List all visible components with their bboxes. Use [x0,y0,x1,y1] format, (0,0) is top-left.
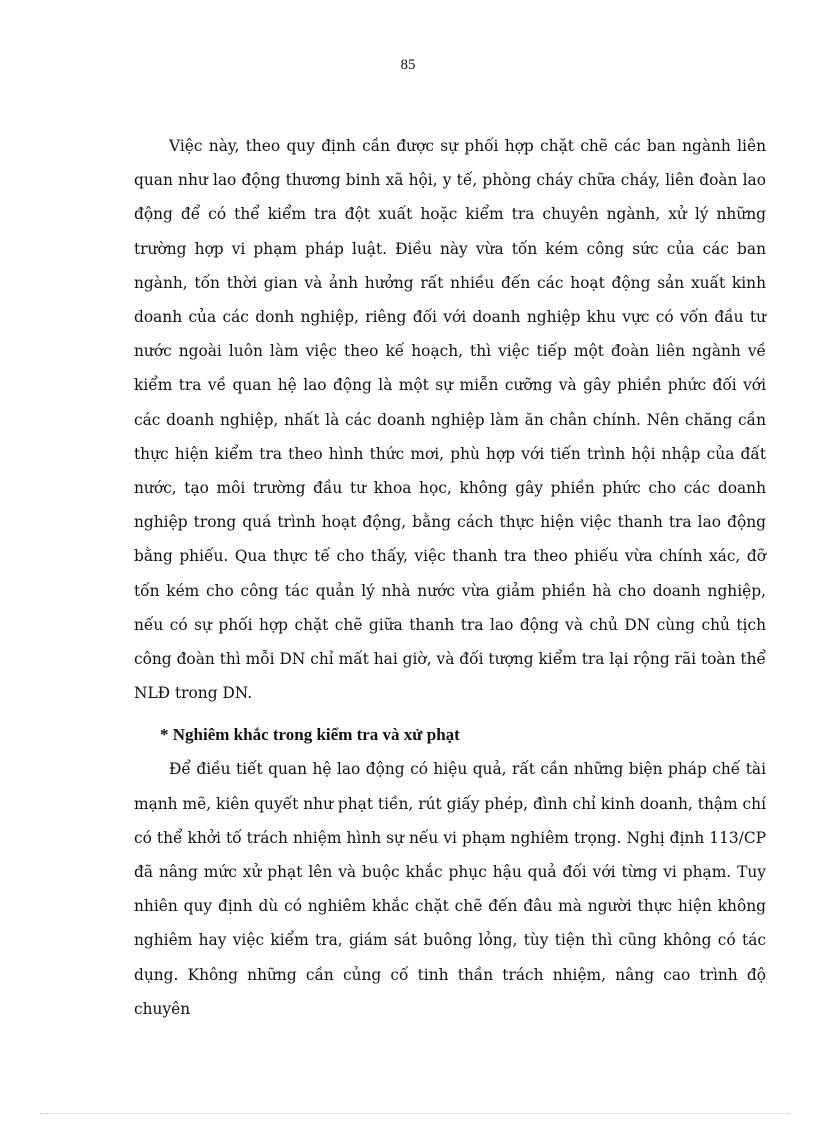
paragraph-inspection-coordination: Việc này, theo quy định cần được sự phối hợp chặt chẽ các ban ngành liên quan như lao động thương binh xã hội, y tế, phòng cháy chữa cháy, liên đoàn lao động để có thể kiểm tra đột xuất hoặc kiểm tra chuyên ngành, xử lý những trường hợp vi phạm pháp luật. Điều này vừa tốn kém công sức của các ban ngành, tốn thời gian và ảnh hưởng rất nhiều đến các hoạt động sản xuất kinh doanh của các donh nghiệp, riêng đối với doanh nghiệp khu vực có vốn đầu tư nước ngoài luôn làm việc theo kế hoạch, thì việc tiếp một đoàn liên ngành về kiểm tra về quan hệ lao động là một sự miễn cưỡng và gây phiền phức đối với các doanh nghiệp, nhất là các doanh nghiệp làm ăn chân chính. Nên chăng cần thực hiện kiểm tra theo hình thức mơi, phù hợp với tiến trình hội nhập của đất nước, tạo môi trường đầu tư khoa học, không gây phiền phức cho các doanh nghiệp trong quá trình hoạt động, bằng cách thực hiện việc thanh tra lao động bằng phiếu. Qua thực tế cho thấy, việc thanh tra theo phiếu vừa chính xác, đỡ tốn kém cho công tác quản lý nhà nước vừa giảm phiền hà cho doanh nghiệp, nếu có sự phối hợp chặt chẽ giữa thanh tra lao động và chủ DN cùng chủ tịch công đoàn thì mỗi DN chỉ mất hai giờ, và đối tượng kiểm tra lại rộng rãi toàn thể NLĐ trong DN. [134,137,766,703]
page-number: 85 [400,57,416,73]
paragraph-spacer [134,710,766,718]
page-bottom-border [40,1113,790,1114]
paragraph-sanctions: Để điều tiết quan hệ lao động có hiệu quả, rất cần những biện pháp chế tài mạnh mẽ, kiên quyết như phạt tiền, rút giấy phép, đình chỉ kinh doanh, thậm chí có thể khởi tố trách nhiệm hình sự nếu vi phạm nghiêm trọng. Nghị định 113/CP đã nâng mức xử phạt lên và buộc khắc phục hậu quả đối với từng vi phạm. Tuy nhiên quy định dù có nghiêm khắc chặt chẽ đến đâu mà người thực hiện không nghiêm hay việc kiểm tra, giám sát buông lỏng, tùy tiện thì cũng không có tác dụng. Không những cần củng cố tinh thần trách nhiệm, nâng cao trình độ chuyên [134,760,766,1018]
section-heading: * Nghiêm khắc trong kiểm tra và xử phạt [160,725,460,745]
document-body [134,129,766,1026]
